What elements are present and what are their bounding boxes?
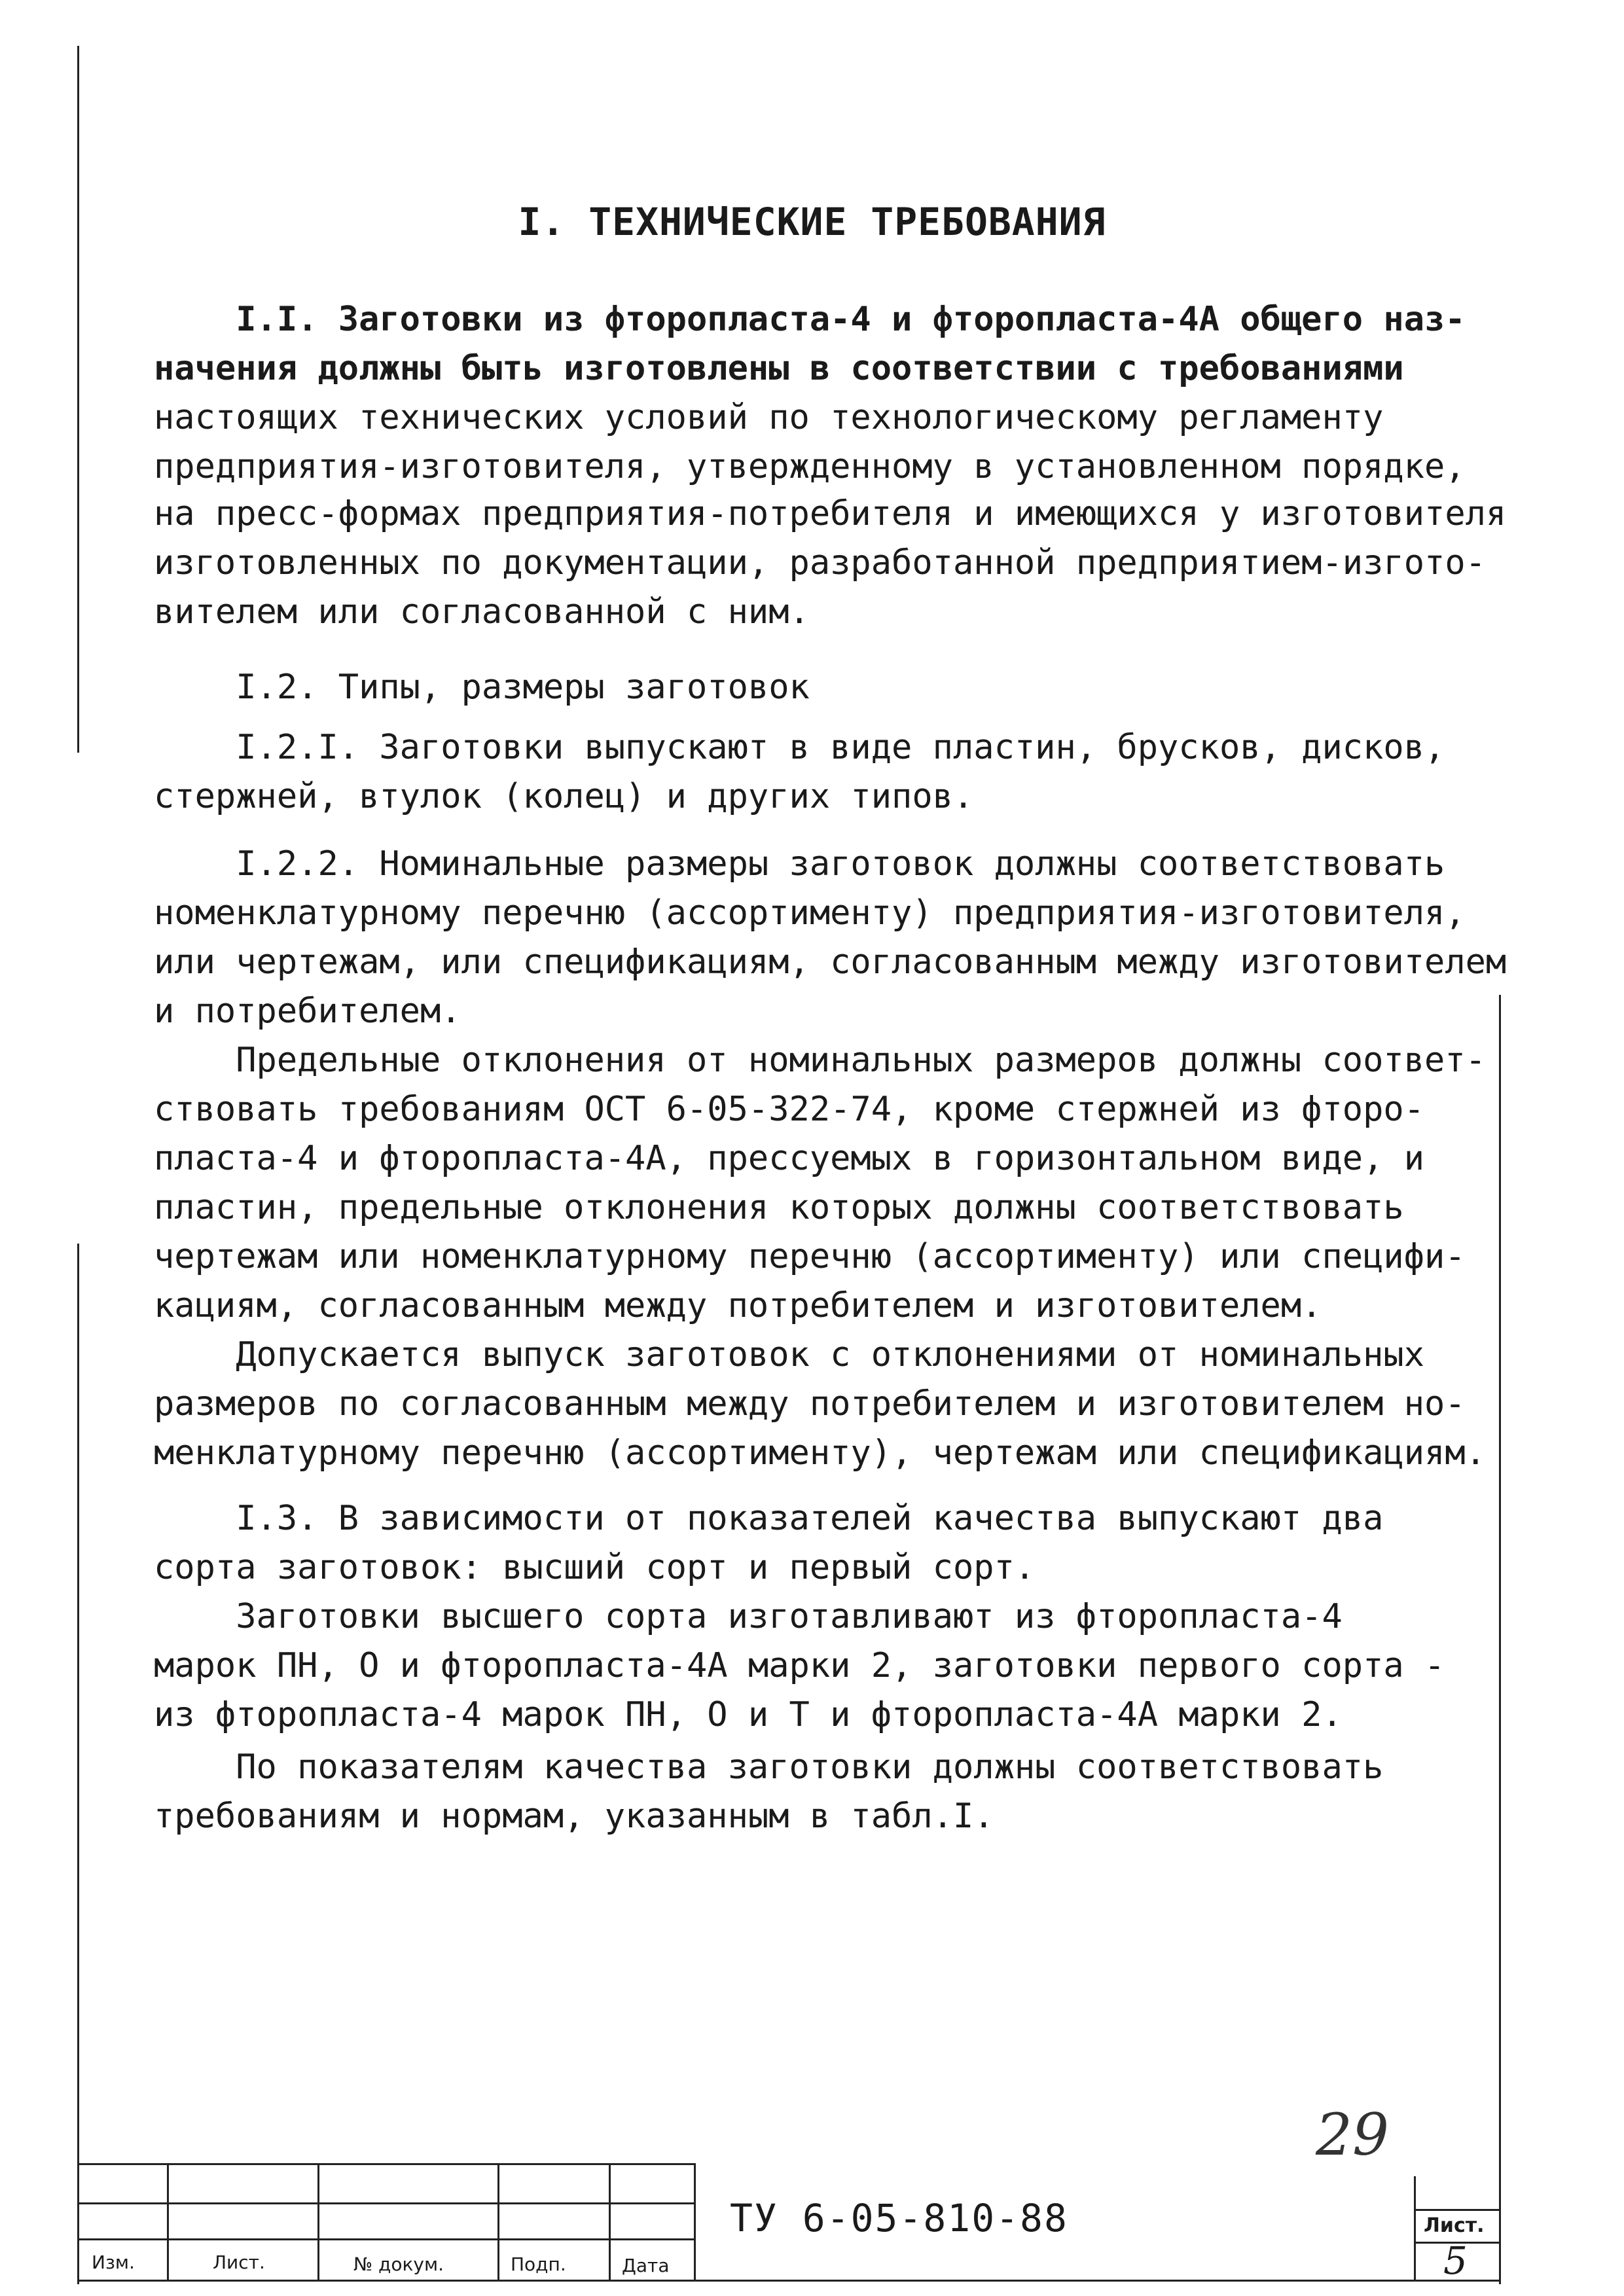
text-line: кациям, согласованным между потребителем и изготовителем.	[154, 1286, 1322, 1325]
stamp-line	[79, 2238, 694, 2240]
handwritten-page-number: 29	[1316, 2101, 1389, 2168]
stamp-col-list: Лист.	[213, 2251, 265, 2273]
text-line: предприятия-изготовителя, утвержденному в установленном порядке,	[154, 447, 1466, 486]
text-line: из фторопласта-4 марок ПН, О и Т и фторопласта-4А марки 2.	[154, 1695, 1343, 1734]
sheet-number: 5	[1443, 2238, 1468, 2283]
text-line: требованиям и нормам, указанным в табл.I.	[154, 1797, 994, 1836]
stamp-line	[1414, 2209, 1499, 2211]
text-line: номенклатурному перечню (ассортименту) предприятия-изготовителя,	[154, 893, 1466, 933]
text-line: I.2.2. Номинальные размеры заготовок должны соответствовать	[154, 844, 1445, 884]
text-line: чертежам или номенклатурному перечню (ассортименту) или специфи-	[154, 1237, 1466, 1276]
stamp-col-sign: Подп.	[511, 2253, 566, 2275]
stamp-col-izm: Изм.	[92, 2251, 135, 2273]
text-line: или чертежам, или спецификациям, согласованным между изготовителем	[154, 942, 1507, 982]
text-line: Заготовки высшего сорта изготавливают из фторопласта-4	[154, 1597, 1343, 1636]
text-line: пластин, предельные отклонения которых должны соответствовать	[154, 1188, 1404, 1227]
stamp-col-doc: № докум.	[353, 2253, 444, 2275]
text-line: Допускается выпуск заготовок с отклонениями от номинальных	[154, 1335, 1425, 1374]
text-line: на пресс-формах предприятия-потребителя и имеющихся у изготовителя	[154, 494, 1507, 533]
text-line: сорта заготовок: высший сорт и первый сорт.	[154, 1548, 1036, 1587]
section-title: I. ТЕХНИЧЕСКИЕ ТРЕБОВАНИЯ	[518, 200, 1106, 244]
text-line: I.2.I. Заготовки выпускают в виде пластин, брусков, дисков,	[154, 728, 1445, 767]
text-line: и потребителем.	[154, 992, 461, 1031]
stamp-line	[694, 2163, 696, 2280]
sheet-label: Лист.	[1424, 2214, 1485, 2237]
left-margin-line	[77, 46, 79, 753]
text-line: I.2. Типы, размеры заготовок	[154, 668, 810, 707]
text-line: начения должны быть изготовлены в соответствии с требованиями	[154, 349, 1404, 388]
stamp-line	[1414, 2176, 1416, 2280]
text-line: I.3. В зависимости от показателей качества выпускают два	[154, 1499, 1384, 1538]
stamp-line	[79, 2163, 694, 2165]
title-block-stamp	[79, 2163, 1499, 2281]
stamp-line	[317, 2163, 319, 2280]
document-code: ТУ 6-05-810-88	[730, 2196, 1068, 2240]
text-line: вителем или согласованной с ним.	[154, 592, 810, 632]
text-line: изготовленных по документации, разработанной предприятием-изгото-	[154, 543, 1486, 583]
text-line: размеров по согласованным между потребителем и изготовителем но-	[154, 1384, 1466, 1424]
text-line: По показателям качества заготовки должны соответствовать	[154, 1748, 1384, 1787]
left-margin-line-lower	[77, 1244, 79, 2284]
stamp-line	[79, 2280, 1499, 2282]
stamp-col-date: Дата	[622, 2255, 670, 2276]
stamp-line	[609, 2163, 611, 2280]
stamp-line	[167, 2163, 169, 2280]
text-line: менклатурному перечню (ассортименту), чертежам или спецификациям.	[154, 1433, 1486, 1473]
text-line: марок ПН, О и фторопласта-4А марки 2, заготовки первого сорта -	[154, 1646, 1445, 1685]
text-line: Предельные отклонения от номинальных размеров должны соответ-	[154, 1041, 1486, 1080]
text-line: стержней, втулок (колец) и других типов.	[154, 777, 974, 816]
stamp-line	[497, 2163, 499, 2280]
stamp-line	[79, 2202, 694, 2204]
text-line: I.I. Заготовки из фторопласта-4 и фторопласта-4А общего наз-	[154, 300, 1466, 339]
text-line: пласта-4 и фторопласта-4А, прессуемых в горизонтальном виде, и	[154, 1139, 1425, 1178]
text-line: настоящих технических условий по технологическому регламенту	[154, 398, 1384, 437]
text-line: ствовать требованиям ОСТ 6-05-322-74, кроме стержней из фторо-	[154, 1090, 1425, 1129]
